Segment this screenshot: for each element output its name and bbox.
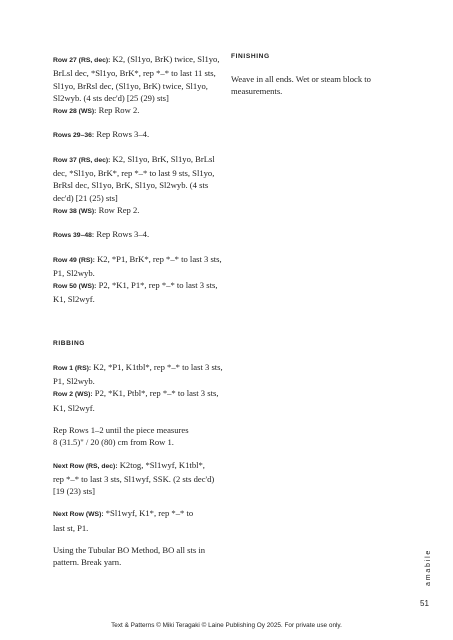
row-instruction: K2, *P1, K1tbl*, rep *–* to last 3 sts, <box>91 361 223 372</box>
row-label: Row 38 (WS): <box>53 207 97 215</box>
row-instruction: K2, Sl1yo, BrK, Sl1yo, BrLsl <box>110 153 215 164</box>
row-instruction: Rep Rows 3–4. <box>94 229 150 240</box>
row-label: Row 37 (RS, dec): <box>53 156 111 164</box>
page-number: 51 <box>420 599 429 608</box>
next-row-ws-paragraph <box>53 507 225 534</box>
right-column <box>231 53 416 98</box>
brand-label: amabile <box>425 548 432 586</box>
text-line: K1, Sl2wyf. <box>53 294 95 305</box>
text-line: BrLsl dec, *Sl1yo, BrK*, rep *–* to last 11 sts, <box>53 68 216 79</box>
text-line: rep *–* to last 3 sts, Sl1wyf, SSK. (2 sts dec'd) <box>53 473 215 484</box>
text-line: measurements. <box>231 86 283 97</box>
text-line: dec'd) [21 (25) sts] <box>53 192 118 203</box>
bind-off-paragraph <box>53 544 225 569</box>
text-line: Using the Tubular BO Method, BO all sts in <box>53 545 206 556</box>
row-instruction: P2, *K1, Ptbl*, rep *–* to last 3 sts, <box>92 388 219 399</box>
row-instruction: Rep Row 2. <box>96 105 140 116</box>
rows-29-36-paragraph <box>53 128 225 142</box>
row-instruction: K2, (Sl1yo, BrK) twice, Sl1yo, <box>110 54 220 64</box>
row-instruction: P2, *K1, P1*, rep *–* to last 3 sts, <box>96 280 218 291</box>
row-label: Row 1 (RS): <box>53 364 92 372</box>
text-line: dec, *Sl1yo, BrK*, rep *–* to last 9 sts, Sl1yo, <box>53 168 215 179</box>
repeat-paragraph <box>53 424 225 449</box>
row-instruction: Row Rep 2. <box>96 204 140 215</box>
row-label: Row 50 (WS): <box>53 283 97 291</box>
text-line: P1, Sl2wyb. <box>53 267 95 278</box>
text-line: Rep Rows 1–2 until the piece measures <box>53 424 189 435</box>
row-instruction: *Sl1wyf, K1*, rep *–* to <box>103 508 194 519</box>
row-label: Rows 29–36: <box>53 132 95 140</box>
row-label: Rows 39–48: <box>53 232 95 240</box>
row-label: Row 2 (WS): <box>53 391 93 399</box>
row-27-paragraph <box>53 53 225 118</box>
row-label: Next Row (RS, dec): <box>53 462 118 470</box>
text-line: Sl2wyb. (4 sts dec'd) [25 (29) sts] <box>53 92 169 103</box>
ribbing-rows-paragraph <box>53 361 225 414</box>
rows-49-50-paragraph <box>53 253 225 306</box>
row-37-paragraph <box>53 153 225 218</box>
rows-39-48-paragraph <box>53 228 225 242</box>
text-line: 8 (31.5)" / 20 (80) cm from Row 1. <box>53 437 174 448</box>
finishing-paragraph <box>231 73 416 98</box>
text-line: pattern. Break yarn. <box>53 557 122 568</box>
row-instruction: Rep Rows 3–4. <box>94 129 150 140</box>
text-line: K1, Sl2wyf. <box>53 402 95 413</box>
next-row-rs-paragraph <box>53 459 225 498</box>
text-line: Sl1yo, BrRsl dec, (Sl1yo, BrK) twice, Sl1yo, <box>53 80 208 91</box>
row-label: Row 49 (RS): <box>53 256 95 264</box>
text-line: last st, P1. <box>53 522 89 533</box>
left-column <box>53 53 225 569</box>
row-label: Row 27 (RS, dec): <box>53 57 111 64</box>
ribbing-heading: RIBBING <box>53 339 86 347</box>
copyright-footer: Text & Patterns © Miki Teragaki © Laine Publishing Oy 2025. For private use only. <box>111 622 342 629</box>
finishing-heading: FINISHING <box>231 53 270 60</box>
text-line: [19 (23) sts] <box>53 486 96 497</box>
row-label: Row 28 (WS): <box>53 108 97 116</box>
text-line: BrRsl dec, Sl1yo, BrK, Sl1yo, Sl2wyb. (4 sts <box>53 180 209 191</box>
text-line: P1, Sl2wyb. <box>53 376 95 387</box>
row-instruction: K2tog, *Sl1wyf, K1tbl*, <box>117 459 205 470</box>
row-instruction: K2, *P1, BrK*, rep *–* to last 3 sts, <box>94 253 222 264</box>
row-label: Next Row (WS): <box>53 511 104 519</box>
text-line: Weave in all ends. Wet or steam block to <box>231 74 371 84</box>
